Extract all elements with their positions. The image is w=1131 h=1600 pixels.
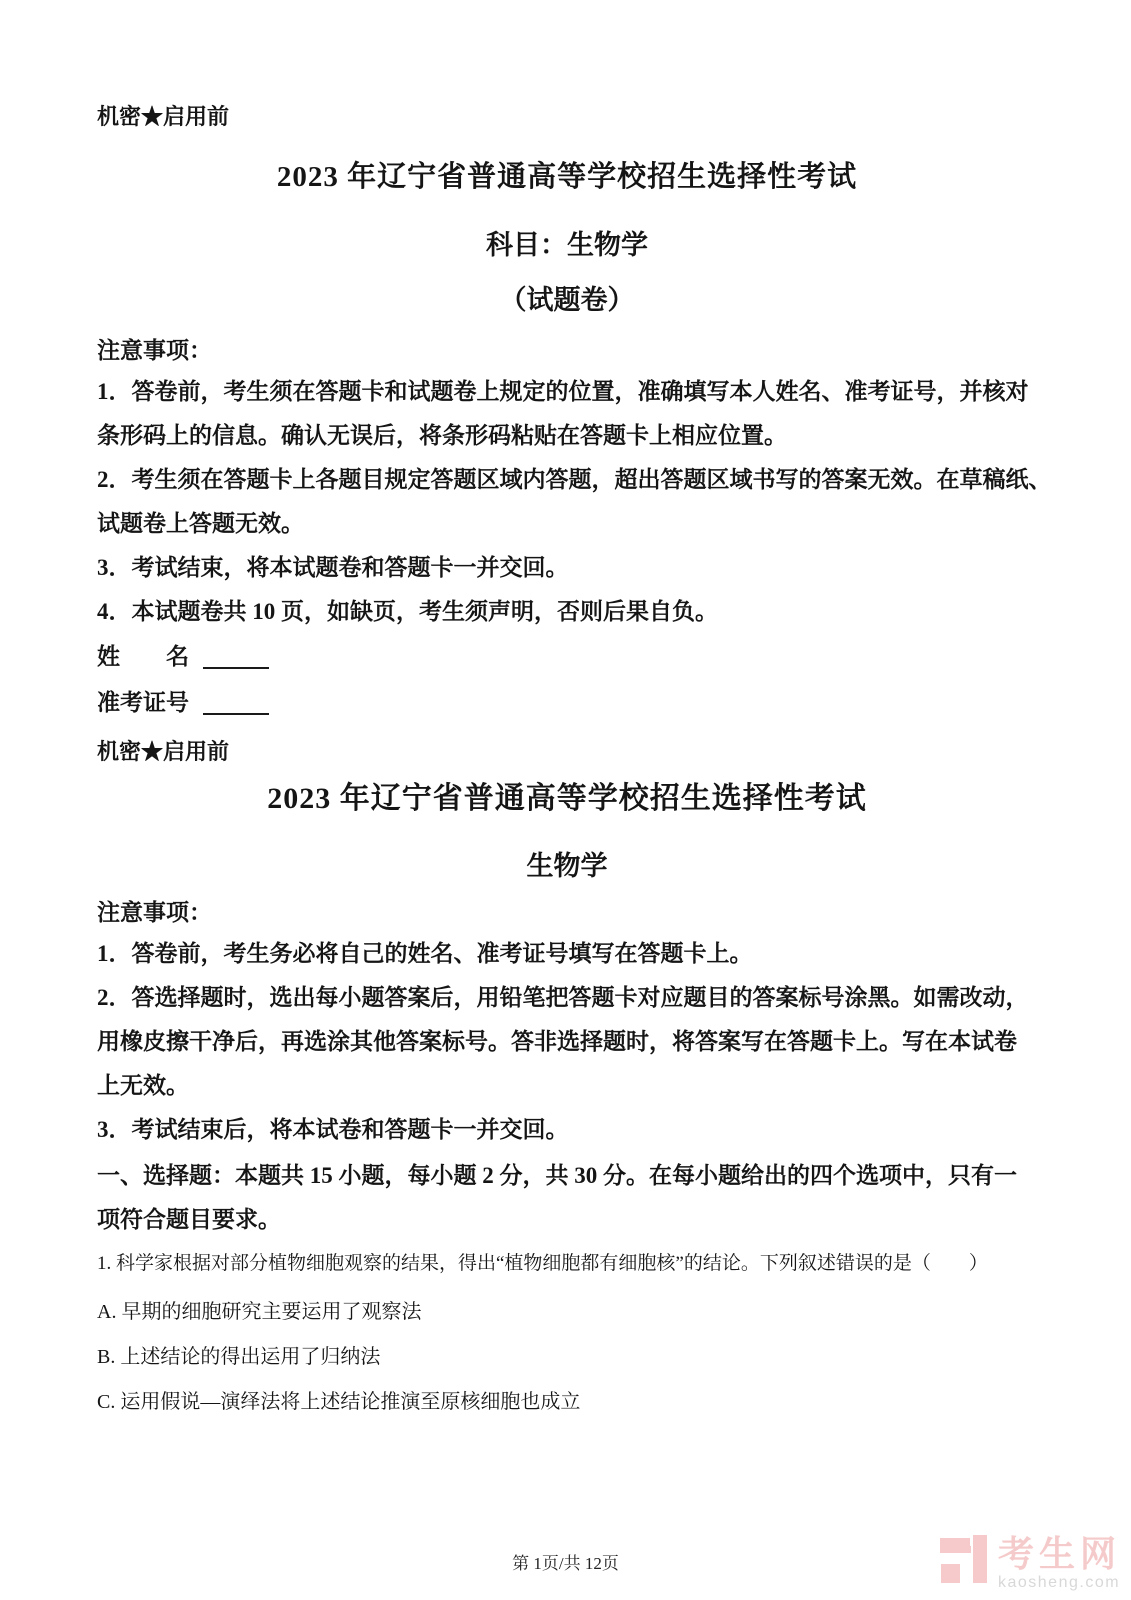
cover-notice-line-1: 1．答卷前，考生须在答题卡和试题卷上规定的位置，准确填写本人姓名、准考证号，并核对 <box>97 379 1029 404</box>
section-header-line-1: 一、选择题：本题共 15 小题，每小题 2 分，共 30 分。在每小题给出的四个选项中，只有一 <box>97 1163 1017 1188</box>
question-1-option-a: A. 早期的细胞研究主要运用了观察法 <box>97 1301 422 1323</box>
paper-type-line: （试题卷） <box>499 285 635 315</box>
inner-notice-line-3: 3．考试结束后，将本试卷和答题卡一并交回。 <box>97 1117 569 1142</box>
kaosheng-watermark <box>938 1534 1121 1592</box>
watermark-site-url: kaosheng.com <box>997 1574 1121 1591</box>
classification-label: 机密★启用前 <box>97 104 230 129</box>
inner-subject-line: 生物学 <box>526 851 608 881</box>
name-blank-line <box>203 667 269 669</box>
admission-no-label: 准考证号 <box>97 690 189 715</box>
inner-notice-line-2: 2．答选择题时，选出每小题答案后，用铅笔把答题卡对应题目的答案标号涂黑。如需改动， <box>97 985 1029 1010</box>
page-content <box>97 100 1052 1425</box>
cover-notice-heading: 注意事项： <box>97 338 212 363</box>
cover-notice-line-2b: 试题卷上答题无效。 <box>97 511 304 536</box>
question-1-option-c: C. 运用假说—演绎法将上述结论推演至原核细胞也成立 <box>97 1391 581 1413</box>
inner-exam-title: 2023 年辽宁省普通高等学校招生选择性考试 <box>267 782 867 815</box>
subject-line: 科目：生物学 <box>486 230 648 260</box>
name-label: 姓 名 <box>97 644 189 669</box>
name-field-row <box>97 634 1037 680</box>
question-1-option-b: B. 上述结论的得出运用了归纳法 <box>97 1346 381 1368</box>
inner-classification-label: 机密★启用前 <box>97 739 230 764</box>
kaosheng-logo-icon <box>938 1534 988 1584</box>
cover-notice-line-2: 2．考生须在答题卡上各题目规定答题区域内答题，超出答题区域书写的答案无效。在草稿纸、 <box>97 467 1052 492</box>
watermark-site-name: 考生网 <box>997 1533 1121 1574</box>
cover-notice-line-4: 4．本试题卷共 10 页，如缺页，考生须声明，否则后果自负。 <box>97 599 718 624</box>
inner-notice-heading: 注意事项： <box>97 900 212 925</box>
inner-notice-line-2b: 用橡皮擦干净后，再选涂其他答案标号。答非选择题时，将答案写在答题卡上。写在本试卷 <box>97 1029 1017 1054</box>
inner-notice-line-1: 1．答卷前，考生务必将自己的姓名、准考证号填写在答题卡上。 <box>97 941 753 966</box>
page-number-indicator: 第 1页/共 12页 <box>512 1554 619 1573</box>
question-1-stem: 1. 科学家根据对部分植物细胞观察的结果，得出“植物细胞都有细胞核”的结论。下列叙述错误的是（ ） <box>97 1253 988 1274</box>
admission-no-field-row <box>97 680 1037 726</box>
cover-notice-line-3: 3．考试结束，将本试题卷和答题卡一并交回。 <box>97 555 569 580</box>
inner-notice-line-2c: 上无效。 <box>97 1073 189 1098</box>
section-header-line-2: 项符合题目要求。 <box>97 1207 281 1232</box>
cover-notice-line-1b: 条形码上的信息。确认无误后，将条形码粘贴在答题卡上相应位置。 <box>97 423 787 448</box>
watermark-text-block <box>998 1534 1121 1592</box>
exam-title: 2023 年辽宁省普通高等学校招生选择性考试 <box>276 161 858 193</box>
admission-no-blank-line <box>203 713 269 715</box>
